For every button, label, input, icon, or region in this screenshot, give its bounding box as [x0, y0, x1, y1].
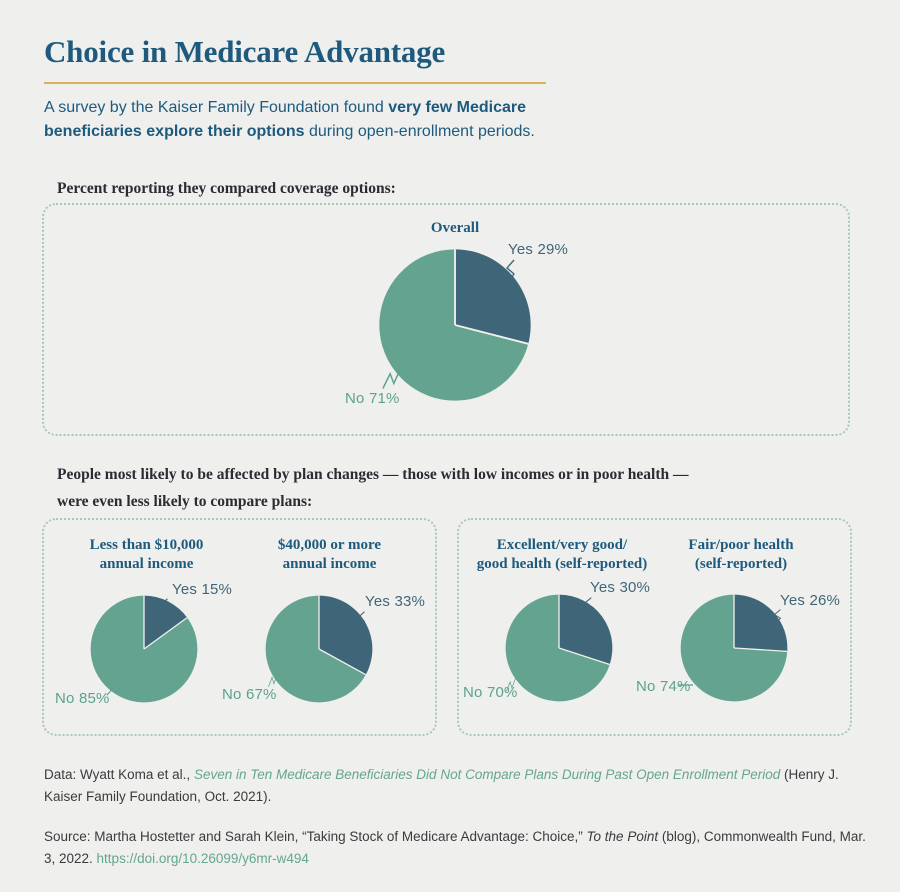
poor-health-no-leader-line [678, 683, 693, 687]
poor-health-yes-label: Yes 26% [780, 592, 841, 609]
overall-no-label: No 71% [345, 390, 400, 407]
high-income-no-leader-line [268, 671, 278, 688]
title-divider [44, 82, 546, 84]
low-income-no-label: No 85% [55, 690, 110, 707]
low-income-yes-label: Yes 15% [172, 581, 233, 598]
poor-health-yes-leader-line [771, 609, 783, 625]
source-credit-mid: (blog), Commonwealth Fund, Mar. 3, 2022. [44, 829, 866, 866]
good-health-pie-chart [504, 593, 614, 703]
pie-title-high-income-line2: annual income [282, 556, 377, 572]
good-health-no-label: No 70% [463, 684, 518, 701]
pie-title-good-health-line1: Excellent/very good/ [496, 537, 628, 553]
high-income-no-label: No 67% [222, 686, 277, 703]
data-credit [44, 764, 879, 808]
subgroups-heading-line2: were even less likely to compare plans: [57, 493, 313, 510]
page-title: Choice in Medicare Advantage [44, 34, 446, 69]
overall-yes-leader-line [503, 259, 517, 285]
pie-title-low-income-line2: annual income [99, 556, 194, 572]
study-title-link[interactable]: Seven in Ten Medicare Beneficiaries Did Not Compare Plans During Past Open Enrollment Period [193, 767, 781, 782]
pie-title-low-income [54, 536, 239, 574]
subtitle-bold: very few Medicare beneficiaries explore their options [44, 99, 527, 140]
pie-title-low-income-line1: Less than $10,000 [89, 537, 204, 553]
low-income-yes-leader-line [158, 598, 170, 618]
poor-health-no-label: No 74% [636, 678, 691, 695]
doi-link[interactable]: https://doi.org/10.26099/y6mr-w494 [96, 851, 309, 866]
pie-title-poor-health-line1: Fair/poor health [688, 537, 794, 553]
pie-title-good-health [466, 536, 658, 574]
pie-title-overall: Overall [430, 220, 480, 236]
overall-yes-label: Yes 29% [508, 241, 569, 258]
source-credit [44, 826, 879, 870]
pie-title-poor-health [645, 536, 837, 574]
subgroups-section-heading [57, 461, 777, 515]
source-credit-prefix: Source: Martha Hostetter and Sarah Klein, “Taking Stock of Medicare Advantage: Choice,” [44, 829, 587, 844]
low-income-no-leader-line [106, 684, 123, 696]
data-credit-suffix: (Henry J. Kaiser Family Foundation, Oct. 2021). [44, 767, 839, 804]
pie-title-high-income [237, 536, 422, 574]
good-health-yes-label: Yes 30% [590, 579, 651, 596]
pie-title-high-income-line1: $40,000 or more [277, 537, 382, 553]
good-health-no-leader-line [506, 676, 516, 692]
data-credit-prefix: Data: Wyatt Koma et al., [44, 767, 194, 782]
good-health-yes-leader-line [581, 597, 594, 615]
subtitle [44, 96, 624, 144]
health-panel [457, 518, 852, 736]
income-panel [42, 518, 437, 736]
pie-title-poor-health-line2: (self-reported) [694, 556, 788, 572]
overall-panel [42, 203, 850, 436]
subtitle-prefix: A survey by the Kaiser Family Foundation found [44, 99, 389, 116]
high-income-yes-label: Yes 33% [365, 593, 426, 610]
high-income-yes-leader-line [355, 611, 367, 629]
source-blog-name: To the Point [586, 829, 659, 844]
pie-title-good-health-line2: good health (self-reported) [476, 556, 648, 572]
subtitle-suffix: during open-enrollment periods. [304, 123, 535, 140]
overall-section-heading: Percent reporting they compared coverage options: [57, 180, 396, 197]
subgroups-heading-line1: People most likely to be affected by plan changes — those with low incomes or in poor health — [57, 466, 689, 483]
overall-no-leader-line [382, 364, 402, 390]
